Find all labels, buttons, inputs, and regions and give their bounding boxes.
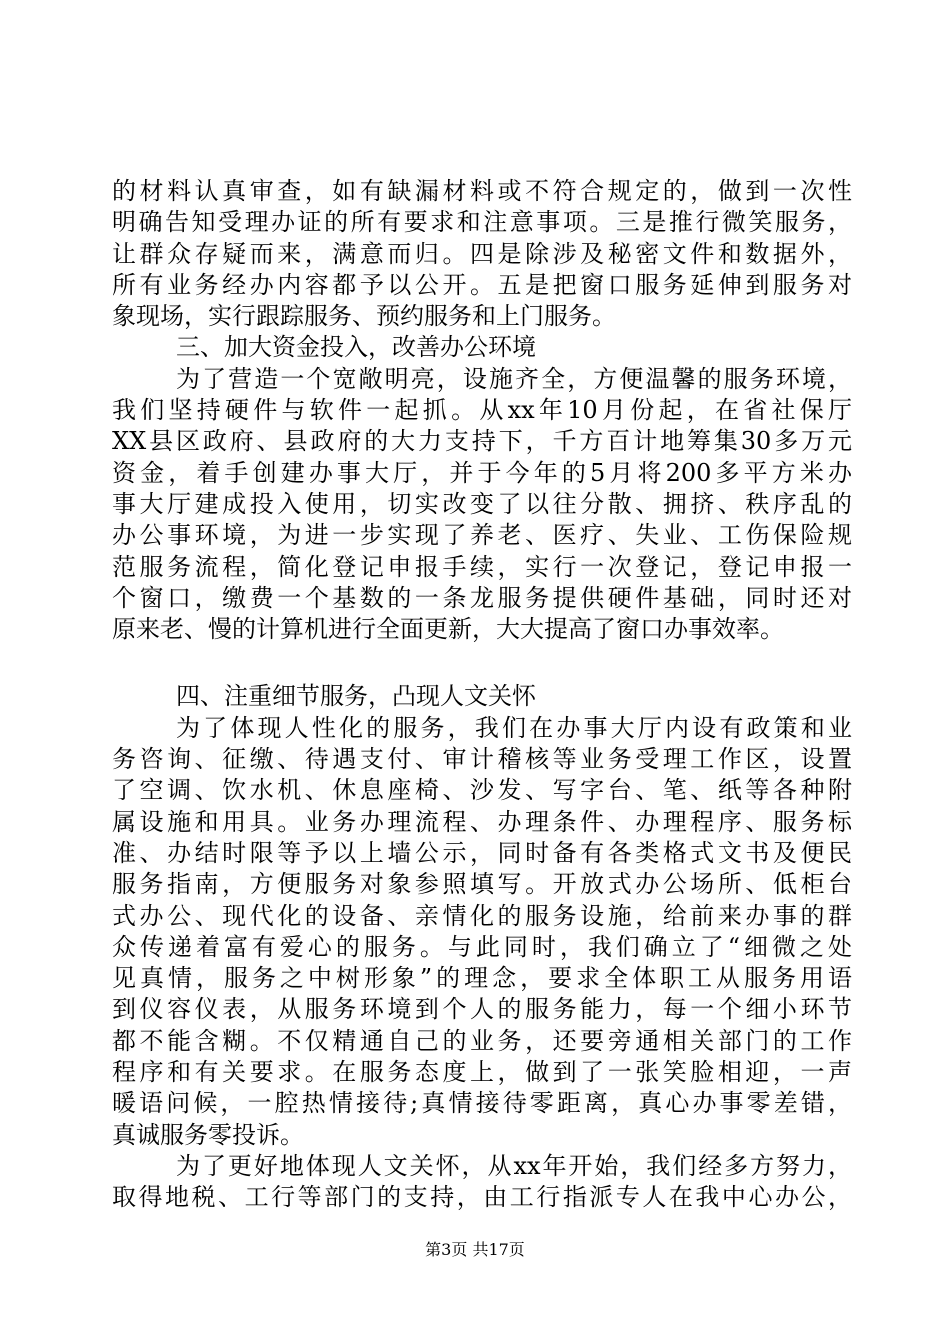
section-heading-4 [112, 681, 852, 712]
text-line: 暖语问候，一腔热情接待;真情接待零距离，真心办事零差错， [112, 1089, 852, 1118]
text-line: 准、办结时限等予以上墙公示，同时备有各类格式文书及便民 [112, 838, 852, 867]
text-line: 见真情，服务之中树形象”的理念，要求全体职工从服务用语 [112, 964, 852, 993]
document-body [112, 176, 852, 1214]
paragraph-2 [112, 364, 852, 646]
text-line: 都不能含糊。不仅精通自己的业务，还要旁通相关部门的工作 [112, 1026, 852, 1055]
heading-line: 四、注重细节服务，凸现人文关怀 [176, 682, 536, 711]
text-line: 所有业务经办内容都予以公开。五是把窗口服务延伸到服务对 [112, 270, 852, 299]
text-line: 式办公、现代化的设备、亲情化的服务设施，给前来办事的群 [112, 901, 852, 930]
text-line: 范服务流程，简化登记申报手续，实行一次登记，登记申报一 [112, 552, 852, 581]
text-line: 取得地税、工行等部门的支持，由工行指派专人在我中心办公， [112, 1183, 852, 1212]
text-line: 属设施和用具。业务办理流程、办理条件、办理程序、服务标 [112, 807, 852, 836]
text-line: 为了体现人性化的服务，我们在办事大厅内设有政策和业 [176, 713, 852, 742]
text-line: 为了更好地体现人文关怀，从xx年开始，我们经多方努力， [176, 1151, 852, 1180]
text-line: 办公事环境，为进一步实现了养老、医疗、失业、工伤保险规 [112, 521, 852, 550]
text-line: 象现场，实行跟踪服务、预约服务和上门服务。 [112, 302, 616, 331]
text-line: 真诚服务零投诉。 [112, 1120, 304, 1149]
text-line: 服务指南，方便服务对象参照填写。开放式办公场所、低柜台 [112, 870, 852, 899]
text-line: 让群众存疑而来，满意而归。四是除涉及秘密文件和数据外， [112, 239, 852, 268]
text-line: 个窗口，缴费一个基数的一条龙服务提供硬件基础，同时还对 [112, 583, 852, 612]
paragraph-3 [112, 713, 852, 1151]
paragraph-4 [112, 1151, 852, 1214]
text-line: 到仪容仪表，从服务环境到个人的服务能力，每一个细小环节 [112, 995, 852, 1024]
text-line: 为了营造一个宽敞明亮，设施齐全，方便温馨的服务环境， [176, 364, 852, 393]
text-line: XX县区政府、县政府的大力支持下，千方百计地筹集30多万元 [112, 427, 852, 456]
text-line: 了空调、饮水机、休息座椅、沙发、写字台、笔、纸等各种附 [112, 776, 852, 805]
paragraph-gap [112, 645, 852, 681]
text-line: 我们坚持硬件与软件一起抓。从xx年10月份起，在省社保厅 [112, 396, 852, 425]
text-line: 程序和有关要求。在服务态度上，做到了一张笑脸相迎，一声 [112, 1058, 852, 1087]
text-line: 资金，着手创建办事大厅，并于今年的5月将200多平方米办 [112, 458, 852, 487]
page-footer: 第3页 共17页 [425, 1240, 525, 1259]
text-line: 原来老、慢的计算机进行全面更新，大大提高了窗口办事效率。 [112, 615, 784, 644]
text-line: 务咨询、征缴、待遇支付、审计稽核等业务受理工作区，设置 [112, 745, 852, 774]
text-line: 明确告知受理办证的所有要求和注意事项。三是推行微笑服务， [112, 208, 852, 237]
text-line: 事大厅建成投入使用，切实改变了以往分散、拥挤、秩序乱的 [112, 489, 852, 518]
paragraph-1 [112, 176, 852, 332]
section-heading-3 [112, 332, 852, 363]
text-line: 众传递着富有爱心的服务。与此同时，我们确立了“细微之处 [112, 932, 852, 961]
text-line: 的材料认真审查，如有缺漏材料或不符合规定的，做到一次性 [112, 177, 852, 205]
heading-line: 三、加大资金投入，改善办公环境 [176, 333, 536, 362]
